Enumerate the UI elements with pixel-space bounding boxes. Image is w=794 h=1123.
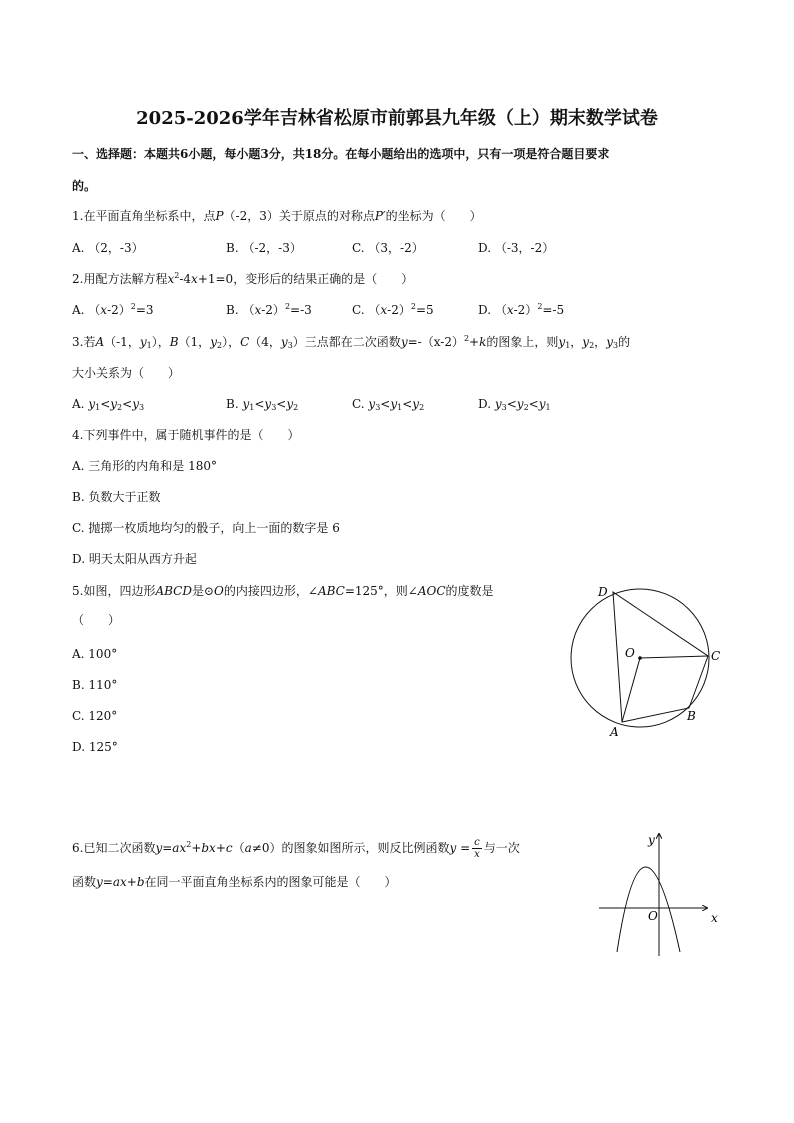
q2-text-a: 2.用配方法解方程 — [72, 272, 168, 286]
q2-b-pre: B. （ — [226, 303, 255, 317]
q3-coord-a: （-1， — [104, 335, 140, 349]
q3-list-y2: y — [582, 335, 590, 349]
q2-option-d[interactable] — [478, 302, 564, 318]
q3-d-y1: y — [538, 397, 546, 411]
q3-d-label: D. — [478, 397, 492, 411]
q5-option-b[interactable]: B. 110° — [72, 678, 118, 692]
q1-option-d[interactable]: D. （-3，-2） — [478, 241, 555, 255]
q3-b-s1: 1 — [249, 403, 255, 412]
q2-var-x: x — [167, 272, 175, 286]
q3-d-s2: 2 — [523, 403, 529, 412]
label-a: A — [610, 725, 619, 739]
q3-b-s2: 2 — [293, 403, 299, 412]
q3-list-sub3: 3 — [612, 341, 619, 350]
q3-func-k: k — [479, 335, 487, 349]
q6-cond-b: a — [244, 841, 252, 855]
q3-list-sub2: 2 — [589, 341, 595, 350]
question-5-stem — [72, 583, 494, 599]
q3-c-y2: y — [412, 397, 420, 411]
q4-option-a[interactable]: A. 三角形的内角和是 180° — [72, 459, 218, 473]
q3-point-a: A — [95, 335, 105, 349]
q3-c-s3: 3 — [375, 403, 381, 412]
question-1-stem — [72, 208, 482, 224]
q1-text-b: （-2，3）关于原点的对称点 — [223, 209, 375, 223]
q3-close-b: ）， — [222, 335, 241, 349]
q5-text-a: 5.如图，四边形 — [72, 584, 156, 598]
q2-option-c[interactable] — [352, 302, 434, 318]
label-o: O — [625, 646, 635, 660]
q2-a-post: =3 — [135, 303, 154, 317]
q6-fraction — [472, 837, 482, 860]
q3-b-y2: y — [286, 397, 294, 411]
q3-y3: y — [280, 335, 288, 349]
q5-angle-abc: ABC — [317, 584, 345, 598]
segment-oa — [622, 658, 640, 722]
q6-line2-func: y=ax+b — [96, 875, 145, 889]
question-6-stem — [72, 836, 520, 860]
center-dot — [638, 656, 642, 660]
q3-d-s3: 3 — [501, 403, 507, 412]
question-5-stem-cont: （ ） — [72, 613, 121, 627]
q3-close-a: ）， — [151, 335, 170, 349]
q2-var-x2: x — [191, 272, 198, 286]
q3-a-lt1: < — [100, 397, 111, 411]
q3-point-c: C — [240, 335, 250, 349]
q3-func-exp: 2 — [463, 334, 470, 343]
y-axis-label: y — [648, 833, 655, 847]
q2-text-b: -4 — [179, 272, 192, 286]
q3-sub3: 3 — [287, 341, 293, 350]
q3-b-label: B. — [226, 397, 239, 411]
q5-option-a[interactable]: A. 100° — [72, 647, 118, 661]
q3-option-c[interactable] — [352, 396, 424, 412]
section-1-instructions-cont: 的。 — [72, 179, 97, 193]
q6-parabola-figure — [595, 828, 730, 960]
q3-point-b: B — [169, 335, 179, 349]
q3-b-y1: y — [242, 397, 250, 411]
q1-option-a[interactable]: A. （2，-3） — [72, 241, 144, 255]
q2-a-mid: -2） — [107, 303, 131, 317]
q3-d-y2: y — [516, 397, 524, 411]
q2-a-pre: A. （ — [72, 303, 101, 317]
q1-point-p: P — [215, 209, 224, 223]
q4-option-d[interactable]: D. 明天太阳从西方升起 — [72, 552, 197, 566]
q3-y1: y — [139, 335, 147, 349]
q5-text-d: =125°，则∠ — [344, 584, 418, 598]
q3-a-y3: y — [132, 397, 139, 411]
q3-a-s2: 2 — [117, 403, 123, 412]
q3-comma2: ， — [594, 335, 607, 349]
q3-func-tail: + — [469, 335, 480, 349]
q3-option-b[interactable] — [226, 396, 298, 412]
q4-option-b[interactable]: B. 负数大于正数 — [72, 490, 161, 504]
q3-d-lt1: < — [506, 397, 517, 411]
q2-c-x: x — [380, 303, 388, 317]
question-6-stem-cont — [72, 874, 397, 890]
q5-option-c[interactable]: C. 120° — [72, 709, 118, 723]
q5-circle-o: O — [214, 584, 224, 598]
q2-b-x: x — [254, 303, 262, 317]
q3-list-sub1: 1 — [565, 341, 571, 350]
q1-point-p-prime: P′ — [374, 209, 386, 223]
q6-line2-b: 在同一平面直角坐标系内的图象可能是（ ） — [144, 875, 397, 889]
q2-exp: 2 — [174, 271, 180, 280]
label-c: C — [711, 649, 721, 663]
q1-text-a: 1.在平面直角坐标系中，点 — [72, 209, 216, 223]
q3-list-y1: y — [558, 335, 566, 349]
q5-option-d[interactable]: D. 125° — [72, 740, 118, 754]
q6-exp: 2 — [186, 840, 192, 849]
question-3-stem-cont: 大小关系为（ ） — [72, 366, 181, 380]
q3-a-y2: y — [110, 397, 118, 411]
q3-func: =-（x-2） — [407, 335, 464, 349]
q5-text-b: 是⊙ — [191, 584, 215, 598]
q3-end: 的 — [618, 335, 631, 349]
q3-c-y1: y — [390, 397, 398, 411]
q2-option-b[interactable] — [226, 302, 312, 318]
q5-angle-aoc: AOC — [417, 584, 446, 598]
q6-frac-num: c — [472, 837, 482, 849]
q2-b-exp: 2 — [284, 302, 291, 311]
q6-text-a: 6.已知二次函数 — [72, 841, 156, 855]
q5-text-e: 的度数是 — [445, 584, 494, 598]
q6-func: y=ax — [155, 841, 187, 855]
q3-comma1: ， — [570, 335, 583, 349]
q5-circle-figure — [560, 580, 740, 745]
q3-after: 的图象上，则 — [486, 335, 559, 349]
exam-title: 2025-2026学年吉林省松原市前郭县九年级（上）期末数学试卷 — [136, 108, 658, 129]
q3-c-y3: y — [368, 397, 376, 411]
q3-b-y3: y — [264, 397, 272, 411]
q6-frac-y: y = — [449, 841, 471, 855]
q2-b-mid: -2） — [261, 303, 285, 317]
question-2-stem — [72, 271, 413, 287]
q3-a-s3: 3 — [138, 403, 145, 412]
q6-text-b: 与一次 — [483, 841, 520, 855]
q2-c-exp: 2 — [410, 302, 416, 311]
q3-a-y1: y — [88, 397, 96, 411]
q3-b-s3: 3 — [271, 403, 277, 412]
q3-c-lt2: < — [402, 397, 413, 411]
q3-coord-c: （4， — [249, 335, 281, 349]
q3-c-lt1: < — [380, 397, 391, 411]
q2-c-mid: -2） — [387, 303, 411, 317]
q2-c-post: =5 — [415, 303, 434, 317]
q3-d-s1: 1 — [545, 403, 551, 412]
q3-sub2: 2 — [216, 341, 223, 350]
segment-oc — [640, 656, 708, 658]
q2-a-exp: 2 — [130, 302, 136, 311]
q3-a-s1: 1 — [95, 403, 101, 412]
q3-y2: y — [210, 335, 217, 349]
q2-text-c: +1=0，变形后的结果正确的是（ ） — [197, 272, 414, 286]
q2-b-post: =-3 — [290, 303, 312, 317]
q3-c-s2: 2 — [419, 403, 425, 412]
q2-d-x: x — [506, 303, 514, 317]
q3-coord-b: （1， — [178, 335, 211, 349]
q3-a-label: A. — [72, 397, 85, 411]
q3-c-s1: 1 — [397, 403, 403, 412]
q3-mid: 三点都在二次函数 — [304, 335, 401, 349]
q3-option-d[interactable] — [478, 396, 551, 412]
q3-sub1: 1 — [146, 341, 152, 350]
q3-a-lt2: < — [122, 397, 133, 411]
q4-option-c[interactable]: C. 抛掷一枚质地均匀的骰子，向上一面的数字是 6 — [72, 521, 340, 535]
q2-c-pre: C. （ — [352, 303, 381, 317]
q6-cond-c: ≠0）的图象如图所示，则反比例函数 — [251, 841, 450, 855]
q6-func-b: +bx+c — [191, 841, 233, 855]
q2-d-post: =-5 — [542, 303, 565, 317]
x-axis-label: x — [711, 911, 718, 925]
q6-line2-a: 函数 — [72, 875, 97, 889]
origin-label: O — [648, 909, 658, 923]
q2-a-x: x — [100, 303, 108, 317]
q3-b-lt1: < — [254, 397, 265, 411]
label-b: B — [687, 709, 696, 723]
q3-func-y: y — [400, 335, 408, 349]
section-1-instructions: 一、选择题：本题共6小题，每小题3分，共18分。在每小题给出的选项中，只有一项是符合题目要求 — [72, 147, 610, 161]
q3-close-c: ） — [292, 335, 305, 349]
q3-d-lt2: < — [528, 397, 539, 411]
q3-c-label: C. — [352, 397, 365, 411]
q1-option-b[interactable]: B. （-2，-3） — [226, 241, 302, 255]
q2-option-a[interactable] — [72, 302, 154, 318]
q1-option-c[interactable]: C. （3，-2） — [352, 241, 424, 255]
q2-d-exp: 2 — [537, 302, 543, 311]
q1-text-c: 的坐标为（ ） — [385, 209, 482, 223]
q6-frac-den: x — [474, 849, 480, 860]
q2-d-pre: D. （ — [478, 303, 507, 317]
q3-prefix: 3.若 — [72, 335, 96, 349]
q5-text-c: 的内接四边形，∠ — [223, 584, 318, 598]
q2-d-mid: -2） — [513, 303, 538, 317]
label-d: D — [598, 585, 608, 599]
q3-d-y3: y — [494, 397, 502, 411]
question-4-stem: 4.下列事件中，属于随机事件的是（ ） — [72, 428, 300, 442]
question-3-stem — [72, 334, 630, 350]
q3-list-y3: y — [606, 335, 613, 349]
q5-quad: ABCD — [155, 584, 192, 598]
q3-b-lt2: < — [276, 397, 287, 411]
q3-option-a[interactable] — [72, 396, 144, 412]
q6-cond-a: （ — [232, 841, 245, 855]
